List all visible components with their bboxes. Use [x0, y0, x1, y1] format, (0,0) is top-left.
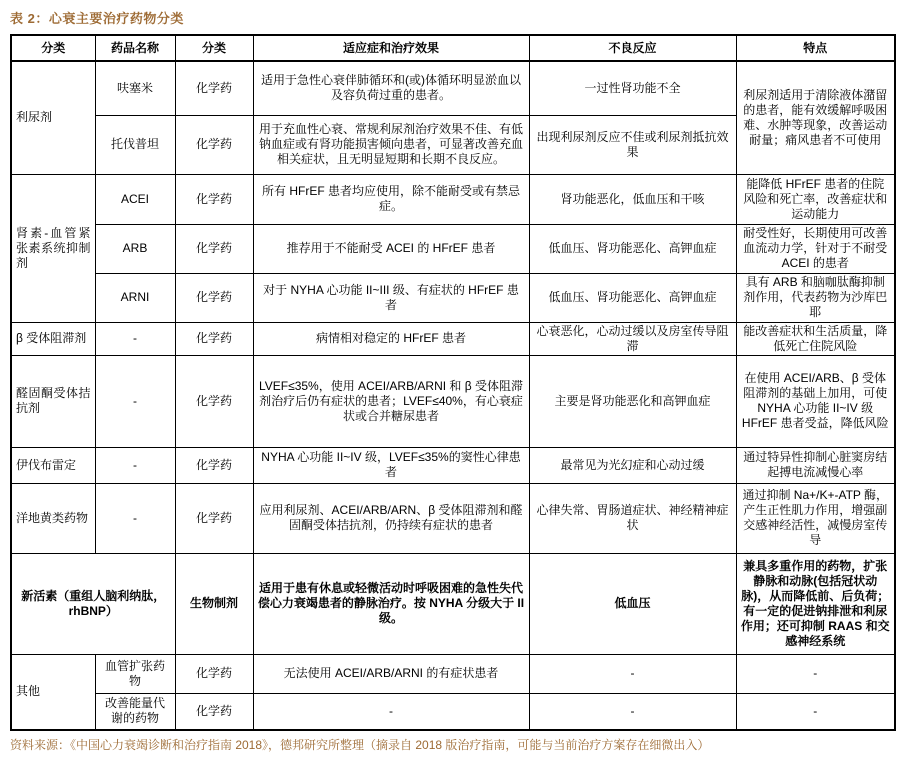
row-xinhuosu: [11, 553, 895, 654]
feature-cell: 通过特异性抑制心脏窦房结起搏电流减慢心率: [736, 447, 895, 483]
indication-cell: NYHA 心功能 II~IV 级，LVEF≤35%的窦性心律患者: [253, 447, 529, 483]
group-cell-diuretics: 利尿剂: [11, 61, 95, 174]
class-cell: 化学药: [175, 273, 253, 322]
row-digitalis: [11, 483, 895, 553]
adverse-cell: 低血压: [529, 553, 736, 654]
class-cell: 化学药: [175, 693, 253, 730]
row-energy-metabolism: [11, 693, 895, 730]
adverse-cell: 心律失常、胃肠道症状、神经精神症状: [529, 483, 736, 553]
row-aldosterone: [11, 355, 895, 447]
drug-name-cell-xinhuosu: 新活素（重组人脑利纳肽，rhBNP）: [11, 553, 175, 654]
indication-cell: -: [253, 693, 529, 730]
drug-cell: 托伐普坦: [95, 115, 175, 174]
class-cell: 化学药: [175, 355, 253, 447]
adverse-cell: 低血压、肾功能恶化、高钾血症: [529, 273, 736, 322]
drug-cell: -: [95, 322, 175, 355]
group-cell-other: 其他: [11, 654, 95, 730]
class-cell: 化学药: [175, 483, 253, 553]
col-header-category: 分类: [11, 35, 95, 61]
indication-cell: 适用于患有休息或轻微活动时呼吸困难的急性失代偿心力衰竭患者的静脉治疗。按 NYHA 分级大于 II 级。: [253, 553, 529, 654]
feature-cell: 具有 ARB 和脑咖肽酶抑制剂作用，代表药物为沙库巴耶: [736, 273, 895, 322]
indication-cell: 推荐用于不能耐受 ACEI 的 HFrEF 患者: [253, 224, 529, 273]
feature-cell: 能改善症状和生活质量，降低死亡住院风险: [736, 322, 895, 355]
group-cell-beta-blocker: β 受体阻滞剂: [11, 322, 95, 355]
feature-cell: 通过抑制 Na+/K+-ATP 酶，产生正性肌力作用，增强副交感神经活性，减慢房室传导: [736, 483, 895, 553]
drug-cell: -: [95, 447, 175, 483]
feature-cell: -: [736, 654, 895, 693]
indication-cell: LVEF≤35%，使用 ACEI/ARB/ARNI 和 β 受体阻滞剂治疗后仍有症状的患者；LVEF≤40%，有心衰症状或合并糖尿患者: [253, 355, 529, 447]
drug-cell: 改善能量代谢的药物: [95, 693, 175, 730]
drug-cell: ACEI: [95, 174, 175, 224]
class-cell: 生物制剂: [175, 553, 253, 654]
class-cell: 化学药: [175, 61, 253, 115]
drug-cell: ARB: [95, 224, 175, 273]
row-arb: [11, 224, 895, 273]
drug-cell: -: [95, 483, 175, 553]
adverse-cell: -: [529, 693, 736, 730]
row-furosemide: [11, 61, 895, 115]
adverse-cell: 主要是肾功能恶化和高钾血症: [529, 355, 736, 447]
class-cell: 化学药: [175, 174, 253, 224]
col-header-drug-name: 药品名称: [95, 35, 175, 61]
col-header-adverse: 不良反应: [529, 35, 736, 61]
row-vasodilator: [11, 654, 895, 693]
adverse-cell: -: [529, 654, 736, 693]
adverse-cell: 一过性肾功能不全: [529, 61, 736, 115]
col-header-class: 分类: [175, 35, 253, 61]
feature-cell: 利尿剂适用于清除液体潴留的患者，能有效缓解呼吸困难、水肿等现象，改善运动耐量；痛风患者不可使用: [736, 61, 895, 174]
adverse-cell: 出现利尿剂反应不佳或利尿剂抵抗效果: [529, 115, 736, 174]
indication-cell: 所有 HFrEF 患者均应使用，除不能耐受或有禁忌症。: [253, 174, 529, 224]
col-header-indication: 适应症和治疗效果: [253, 35, 529, 61]
source-note: 资料来源：《中国心力衰竭诊断和治疗指南 2018》，德邦研究所整理（摘录自 2018 版治疗指南，可能与当前治疗方案存在细微出入）: [10, 738, 710, 752]
table-title: 表 2：心衰主要治疗药物分类: [10, 11, 184, 26]
class-cell: 化学药: [175, 654, 253, 693]
adverse-cell: 最常见为光幻症和心动过缓: [529, 447, 736, 483]
group-cell-aldosterone: 醛固酮受体拮抗剂: [11, 355, 95, 447]
adverse-cell: 低血压、肾功能恶化、高钾血症: [529, 224, 736, 273]
group-cell-raas: 肾素-血管紧张素系统抑制剂: [11, 174, 95, 322]
indication-cell: 对于 NYHA 心功能 II~III 级、有症状的 HFrEF 患者: [253, 273, 529, 322]
header-row: [11, 35, 895, 61]
adverse-cell: 心衰恶化，心动过缓以及房室传导阻滞: [529, 322, 736, 355]
feature-cell: 能降低 HFrEF 患者的住院风险和死亡率，改善症状和运动能力: [736, 174, 895, 224]
feature-cell: 在使用 ACEI/ARB、β 受体阻滞剂的基础上加用，可使 NYHA 心功能 II~IV 级 HFrEF 患者受益，降低风险: [736, 355, 895, 447]
adverse-cell: 肾功能恶化，低血压和干咳: [529, 174, 736, 224]
indication-cell: 适用于急性心衰伴肺循环和(或)体循环明显淤血以及容负荷过重的患者。: [253, 61, 529, 115]
drug-cell: -: [95, 355, 175, 447]
col-header-feature: 特点: [736, 35, 895, 61]
class-cell: 化学药: [175, 322, 253, 355]
group-cell-ivabradine: 伊伐布雷定: [11, 447, 95, 483]
class-cell: 化学药: [175, 115, 253, 174]
indication-cell: 应用利尿剂、ACEI/ARB/ARN、β 受体阻滞剂和醛固酮受体拮抗剂，仍持续有症状的患者: [253, 483, 529, 553]
feature-cell: -: [736, 693, 895, 730]
class-cell: 化学药: [175, 224, 253, 273]
row-beta-blocker: [11, 322, 895, 355]
indication-cell: 无法使用 ACEI/ARB/ARNI 的有症状患者: [253, 654, 529, 693]
group-cell-digitalis: 洋地黄类药物: [11, 483, 95, 553]
row-arni: [11, 273, 895, 322]
feature-cell: 兼具多重作用的药物，扩张静脉和动脉(包括冠状动脉)，从而降低前、后负荷；有一定的促进钠排泄和利尿作用；还可抑制 RAAS 和交感神经系统: [736, 553, 895, 654]
drug-classification-table: [10, 34, 896, 731]
indication-cell: 用于充血性心衰、常规利尿剂治疗效果不佳、有低钠血症或有肾功能损害倾向患者，可显著改善充血相关症状，且无明显短期和长期不良反应。: [253, 115, 529, 174]
drug-cell: 呋塞米: [95, 61, 175, 115]
feature-cell: 耐受性好，长期使用可改善血流动力学，针对于不耐受 ACEI 的患者: [736, 224, 895, 273]
drug-cell: ARNI: [95, 273, 175, 322]
row-ivabradine: [11, 447, 895, 483]
indication-cell: 病情相对稳定的 HFrEF 患者: [253, 322, 529, 355]
row-acei: [11, 174, 895, 224]
drug-cell: 血管扩张药物: [95, 654, 175, 693]
class-cell: 化学药: [175, 447, 253, 483]
